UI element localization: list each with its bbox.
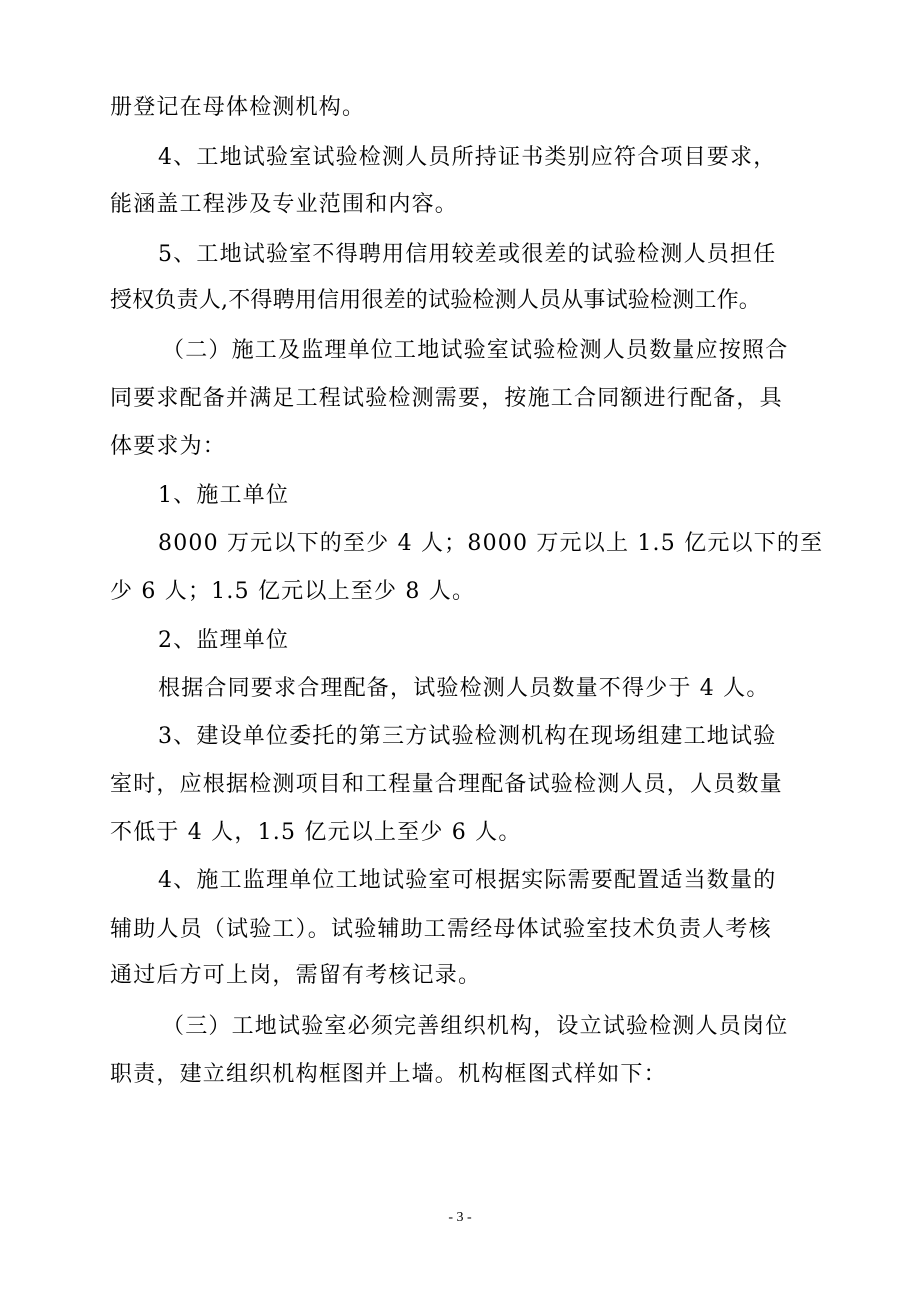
text-line: 4、施工监理单位工地试验室可根据实际需要配置适当数量的 [158, 868, 777, 893]
text-line: 同要求配备并满足工程试验检测需要，按施工合同额进行配备，具 [110, 386, 783, 411]
text-line: 5、工地试验室不得聘用信用较差或很差的试验检测人员担任 [158, 242, 777, 267]
text-line: 室时，应根据检测项目和工程量合理配备试验检测人员，人员数量 [110, 772, 783, 797]
text-line: 不低于 4 人，1.5 亿元以上至少 6 人。 [110, 820, 522, 845]
text-line: 3、建设单位委托的第三方试验检测机构在现场组建工地试验 [158, 724, 777, 749]
text-line: 通过后方可上岗，需留有考核记录。 [110, 963, 482, 988]
page-number: - 3 - [448, 1210, 472, 1225]
text-line: 能涵盖工程涉及专业范围和内容。 [110, 192, 459, 217]
text-line: （三）工地试验室必须完善组织机构，设立试验检测人员岗位 [162, 1014, 789, 1039]
text-line: 少 6 人；1.5 亿元以上至少 8 人。 [110, 579, 476, 604]
text-line: 册登记在母体检测机构。 [110, 95, 366, 120]
text-line: 2、监理单位 [158, 628, 290, 653]
text-line: （二）施工及监理单位工地试验室试验检测人员数量应按照合 [162, 338, 789, 363]
text-line: 4、工地试验室试验检测人员所持证书类别应符合项目要求， [158, 145, 777, 170]
text-line: 职责，建立组织机构框图并上墙。机构框图式样如下： [110, 1062, 667, 1087]
text-line: 体要求为： [110, 434, 227, 459]
text-line: 8000 万元以下的至少 4 人；8000 万元以上 1.5 亿元以下的至 [158, 531, 824, 556]
text-line: 1、施工单位 [158, 483, 290, 508]
text-line: 辅助人员（试验工）。试验辅助工需经母体试验室技术负责人考核 [110, 917, 772, 942]
text-line: 授权负责人,不得聘用信用很差的试验检测人员从事试验检测工作。 [110, 288, 761, 313]
text-line: 根据合同要求合理配备，试验检测人员数量不得少于 4 人。 [158, 676, 770, 701]
